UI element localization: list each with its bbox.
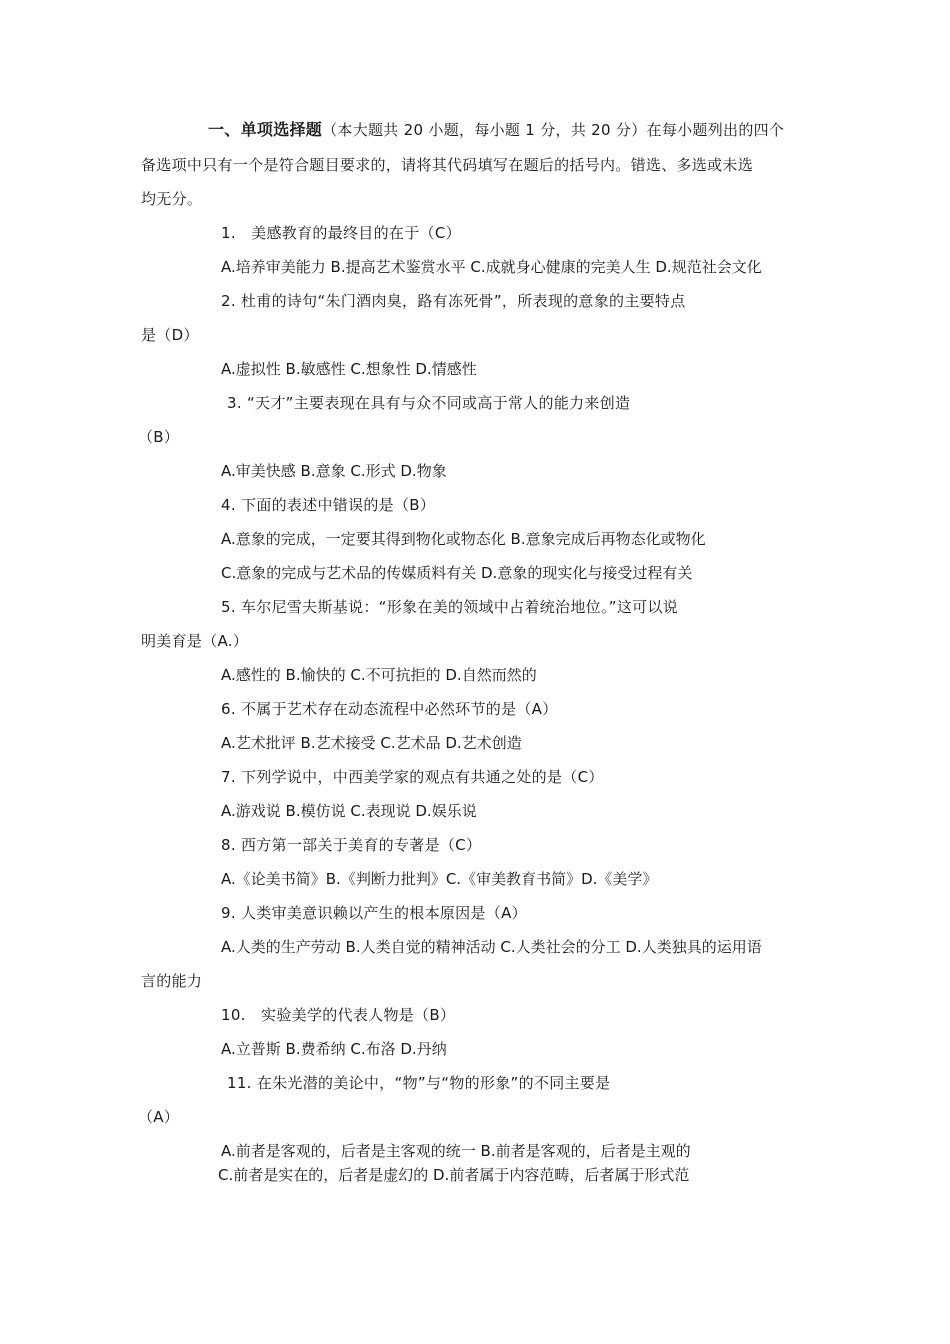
question-options: A.艺术批评 B.艺术接受 C.艺术品 D.艺术创造 [221,734,522,752]
question-stem-continued: 是（D） [141,326,199,344]
question-options: C.前者是实在的，后者是虚幻的 D.前者属于内容范畴，后者属于形式范 [218,1166,690,1184]
question-stem: 11. 在朱光潜的美论中，“物”与“物的形象”的不同主要是 [227,1074,611,1092]
question-stem-continued: （B） [138,428,180,446]
question-options: A.培养审美能力 B.提高艺术鉴赏水平 C.成就身心健康的完美人生 D.规范社会文化 [221,258,762,276]
question-stem: 2. 杜甫的诗句“朱门酒肉臭，路有冻死骨”，所表现的意象的主要特点 [221,292,686,310]
question-stem: 7. 下列学说中，中西美学家的观点有共通之处的是（C） [221,768,604,786]
question-options: A.人类的生产劳动 B.人类自觉的精神活动 C.人类社会的分工 D.人类独具的运用语 [221,938,762,956]
question-stem-continued: 明美育是（A.） [141,632,249,650]
section-heading-line [208,120,784,140]
question-stem: 4. 下面的表述中错误的是（B） [221,496,436,514]
question-options: A.前者是客观的，后者是主客观的统一 B.前者是客观的，后者是主观的 [221,1142,691,1160]
question-options-continued: 言的能力 [141,972,203,990]
question-options: A.审美快感 B.意象 C.形式 D.物象 [221,462,447,480]
question-options: A.虚拟性 B.敏感性 C.想象性 D.情感性 [221,360,477,378]
question-options: A.游戏说 B.模仿说 C.表现说 D.娱乐说 [221,802,477,820]
question-options: A.意象的完成，一定要其得到物化或物态化 B.意象完成后再物态化或物化 [221,530,706,548]
question-stem-continued: （A） [138,1108,180,1126]
section-intro: （本大题共 20 小题，每小题 1 分，共 20 分）在每小题列出的四个 [322,121,785,139]
question-stem: 8. 西方第一部关于美育的专著是（C） [221,836,482,854]
question-options: C.意象的完成与艺术品的传媒质料有关 D.意象的现实化与接受过程有关 [221,564,693,582]
question-stem: 5. 车尔尼雪夫斯基说：“形象在美的领域中占着统治地位。”这可以说 [221,598,679,616]
section-intro-line3: 均无分。 [141,190,203,208]
question-stem: 10. 实验美学的代表人物是（B） [221,1006,456,1024]
section-intro-line2: 备选项中只有一个是符合题目要求的，请将其代码填写在题后的括号内。错选、多选或未选 [141,156,754,174]
question-stem: 9. 人类审美意识赖以产生的根本原因是（A） [221,904,527,922]
question-stem: 3. “天才”主要表现在具有与众不同或高于常人的能力来创造 [227,394,631,412]
section-title: 一、单项选择题 [208,120,323,139]
question-stem: 6. 不属于艺术存在动态流程中必然环节的是（A） [221,700,558,718]
question-stem: 1. 美感教育的最终目的在于（C） [221,224,461,242]
question-options: A.立普斯 B.费希纳 C.布洛 D.丹纳 [221,1040,447,1058]
question-options: A.《论美书简》B.《判断力批判》C.《审美教育书简》D.《美学》 [221,870,658,888]
question-options: A.感性的 B.愉快的 C.不可抗拒的 D.自然而然的 [221,666,537,684]
